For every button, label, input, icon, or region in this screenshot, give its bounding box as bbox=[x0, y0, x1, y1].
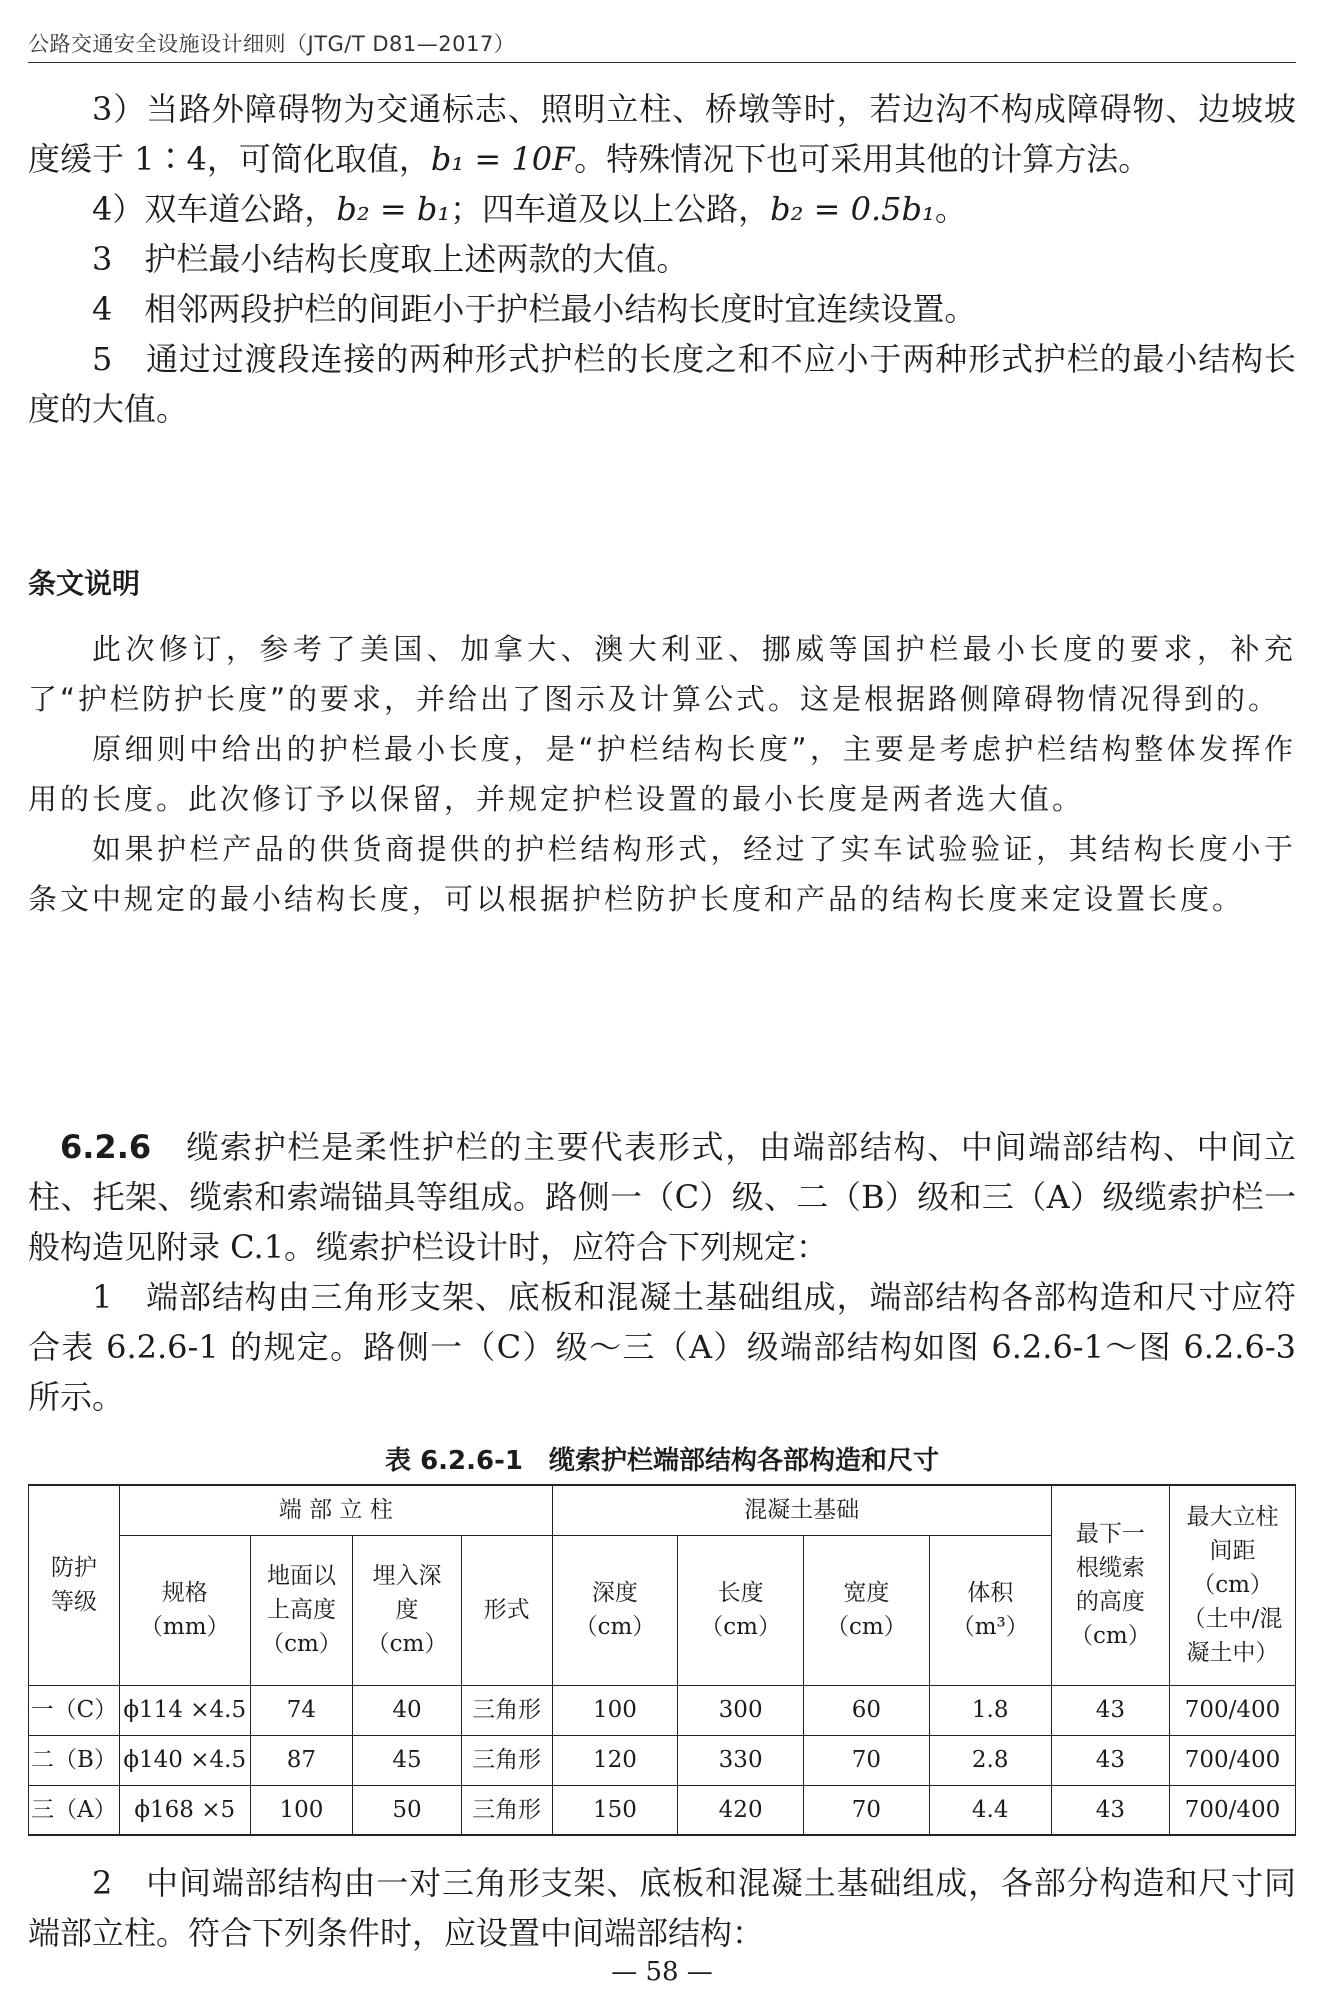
running-title: 公路交通安全设施设计细则（JTG/T D81—2017） bbox=[28, 32, 516, 56]
item-4-text-c: 。 bbox=[934, 190, 967, 228]
header-form: 形式 bbox=[461, 1535, 552, 1685]
explanation-section bbox=[28, 562, 1296, 606]
body-top bbox=[28, 84, 1296, 434]
header-embed-depth: 埋入深度（cm） bbox=[353, 1535, 461, 1685]
item-3-formula: b₁ = 10F bbox=[430, 140, 575, 178]
cell-above: 100 bbox=[250, 1785, 353, 1835]
cell-lowest: 43 bbox=[1051, 1735, 1169, 1785]
item-3-text-b: 。特殊情况下也可采用其他的计算方法。 bbox=[574, 140, 1151, 178]
item-3-text-a: 3）当路外障碍物为交通标志、照明立柱、桥墩等时，若边沟不构成障碍物、边坡坡度缓于 1∶4，可简化取值， bbox=[28, 90, 1296, 178]
section-6-2-6 bbox=[28, 1122, 1296, 1422]
body-bottom bbox=[28, 1858, 1296, 1958]
explanation-paragraph-1: 此次修订，参考了美国、加拿大、澳大利亚、挪威等国护栏最小长度的要求，补充了“护栏防护长度”的要求，并给出了图示及计算公式。这是根据路侧障碍物情况得到的。 bbox=[28, 632, 1296, 716]
cell-spec: ϕ114 ×4.5 bbox=[119, 1685, 250, 1735]
cell-embed: 45 bbox=[353, 1735, 461, 1785]
header-above-ground: 地面以上高度（cm） bbox=[250, 1535, 353, 1685]
cell-depth: 120 bbox=[552, 1735, 678, 1785]
clause-3: 3 护栏最小结构长度取上述两款的大值。 bbox=[92, 240, 689, 278]
section-6-2-6-paragraph bbox=[28, 1122, 1296, 1272]
cell-spec: ϕ140 ×4.5 bbox=[119, 1735, 250, 1785]
cell-width: 70 bbox=[803, 1785, 929, 1835]
item-3-paragraph bbox=[28, 84, 1296, 184]
table-caption: 表 6.2.6-1 缆索护栏端部结构各部构造和尺寸 bbox=[385, 1446, 939, 1476]
item-4-paragraph bbox=[28, 184, 1296, 234]
cell-spacing: 700/400 bbox=[1170, 1685, 1296, 1735]
end-structure-table bbox=[28, 1484, 1296, 1836]
cell-length: 330 bbox=[678, 1735, 804, 1785]
cell-spacing: 700/400 bbox=[1170, 1735, 1296, 1785]
header-length: 长度（cm） bbox=[678, 1535, 804, 1685]
header-width: 宽度（cm） bbox=[803, 1535, 929, 1685]
section-item-1: 1 端部结构由三角形支架、底板和混凝土基础组成，端部结构各部构造和尺寸应符合表 6.2.6-1 的规定。路侧一（C）级～三（A）级端部结构如图 6.2.6-1～图 6.2.6-3 所示。 bbox=[28, 1278, 1296, 1416]
cell-depth: 150 bbox=[552, 1785, 678, 1835]
clause-4: 4 相邻两段护栏的间距小于护栏最小结构长度时宜连续设置。 bbox=[92, 290, 977, 328]
cell-above: 87 bbox=[250, 1735, 353, 1785]
section-item-2: 2 中间端部结构由一对三角形支架、底板和混凝土基础组成，各部分构造和尺寸同端部立柱。符合下列条件时，应设置中间端部结构： bbox=[28, 1864, 1296, 1952]
cell-length: 300 bbox=[678, 1685, 804, 1735]
cell-width: 70 bbox=[803, 1735, 929, 1785]
cell-depth: 100 bbox=[552, 1685, 678, 1735]
table-row bbox=[29, 1785, 1296, 1835]
section-text: 缆索护栏是柔性护栏的主要代表形式，由端部结构、中间端部结构、中间立柱、托架、缆索和索端锚具等组成。路侧一（C）级、二（B）级和三（A）级缆索护栏一般构造见附录 C.1。缆索护栏设计时，应符合下列规定： bbox=[28, 1128, 1296, 1266]
header-group-foundation: 混凝土基础 bbox=[552, 1485, 1051, 1535]
explanation-body bbox=[28, 624, 1296, 924]
section-number: 6.2.6 bbox=[60, 1128, 152, 1166]
explanation-paragraph-2: 原细则中给出的护栏最小长度，是“护栏结构长度”，主要是考虑护栏结构整体发挥作用的长度。此次修订予以保留，并规定护栏设置的最小长度是两者选大值。 bbox=[28, 732, 1296, 816]
clause-5: 5 通过过渡段连接的两种形式护栏的长度之和不应小于两种形式护栏的最小结构长度的大值。 bbox=[28, 340, 1296, 428]
cell-lowest: 43 bbox=[1051, 1685, 1169, 1735]
page-number: — 58 — bbox=[611, 1957, 713, 1987]
header-spec: 规格（mm） bbox=[119, 1535, 250, 1685]
table-row bbox=[29, 1735, 1296, 1785]
item-4-formula-1: b₂ = b₁ bbox=[336, 190, 451, 228]
cell-volume: 2.8 bbox=[929, 1735, 1051, 1785]
cell-grade: 一（C） bbox=[29, 1685, 120, 1735]
header-grade: 防护等级 bbox=[29, 1485, 120, 1685]
header-max-spacing: 最大立柱间距（cm）（土中/混凝土中） bbox=[1170, 1485, 1296, 1685]
cell-volume: 1.8 bbox=[929, 1685, 1051, 1735]
cell-embed: 50 bbox=[353, 1785, 461, 1835]
header-depth: 深度（cm） bbox=[552, 1535, 678, 1685]
running-header bbox=[28, 26, 1296, 63]
cell-form: 三角形 bbox=[461, 1685, 552, 1735]
item-4-text-a: 4）双车道公路， bbox=[92, 190, 337, 228]
table-row bbox=[29, 1685, 1296, 1735]
cell-spacing: 700/400 bbox=[1170, 1785, 1296, 1835]
header-volume: 体积（m³） bbox=[929, 1535, 1051, 1685]
header-lowest-cable: 最下一根缆索的高度（cm） bbox=[1051, 1485, 1169, 1685]
explanation-paragraph-3: 如果护栏产品的供货商提供的护栏结构形式，经过了实车试验验证，其结构长度小于条文中规定的最小结构长度，可以根据护栏防护长度和产品的结构长度来定设置长度。 bbox=[28, 832, 1296, 916]
cell-lowest: 43 bbox=[1051, 1785, 1169, 1835]
item-4-text-b: ；四车道及以上公路， bbox=[450, 190, 771, 228]
cell-grade: 三（A） bbox=[29, 1785, 120, 1835]
cell-form: 三角形 bbox=[461, 1785, 552, 1835]
header-group-post: 端 部 立 柱 bbox=[119, 1485, 552, 1535]
cell-form: 三角形 bbox=[461, 1735, 552, 1785]
cell-above: 74 bbox=[250, 1685, 353, 1735]
cell-width: 60 bbox=[803, 1685, 929, 1735]
cell-length: 420 bbox=[678, 1785, 804, 1835]
cell-spec: ϕ168 ×5 bbox=[119, 1785, 250, 1835]
explanation-title: 条文说明 bbox=[28, 567, 141, 600]
cell-grade: 二（B） bbox=[29, 1735, 120, 1785]
cell-volume: 4.4 bbox=[929, 1785, 1051, 1835]
item-4-formula-2: b₂ = 0.5b₁ bbox=[770, 190, 935, 228]
cell-embed: 40 bbox=[353, 1685, 461, 1735]
